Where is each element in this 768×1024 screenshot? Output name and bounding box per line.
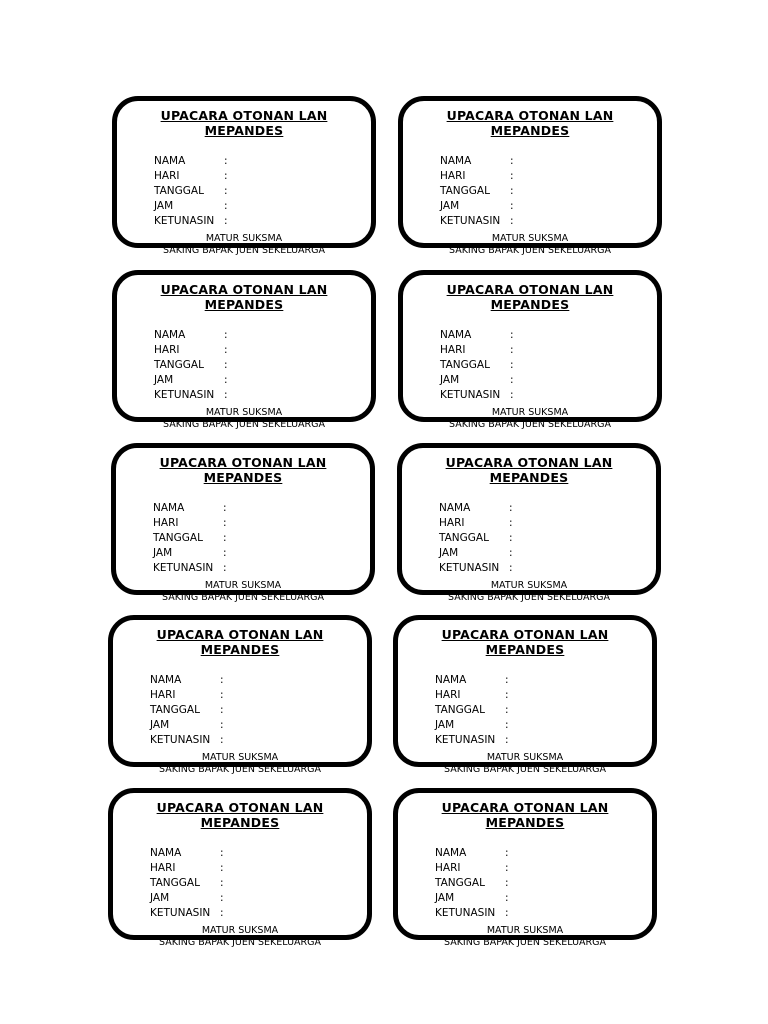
field-colon: : (220, 704, 224, 716)
field-row-tanggal (440, 358, 514, 373)
card-closing (117, 407, 371, 431)
field-row-jam (153, 546, 227, 561)
field-label: KETUNASIN (154, 389, 215, 401)
field-label: HARI (435, 689, 461, 701)
card-fields (153, 501, 227, 576)
card-title (113, 801, 367, 830)
card-title-line2: MEPANDES (490, 296, 570, 312)
field-label: NAMA (439, 502, 471, 514)
closing-line2: SAKING BAPAK JUEN SEKELUARGA (449, 419, 611, 430)
field-colon: : (223, 517, 227, 529)
closing-line2: SAKING BAPAK JUEN SEKELUARGA (163, 419, 325, 430)
field-label: NAMA (153, 502, 185, 514)
card-title-line1: UPACARA OTONAN LAN (441, 627, 609, 642)
closing-line1: MATUR SUKSMA (201, 925, 279, 936)
field-colon: : (510, 215, 514, 227)
field-colon: : (505, 734, 509, 746)
field-label: JAM (154, 200, 174, 212)
field-row-ketunasin (435, 733, 509, 748)
field-colon: : (220, 734, 224, 746)
field-colon: : (509, 562, 513, 574)
field-row-tanggal (153, 531, 227, 546)
field-colon: : (505, 892, 509, 904)
field-colon: : (510, 170, 514, 182)
field-label: HARI (154, 344, 180, 356)
field-row-jam (150, 891, 224, 906)
closing-line1: MATUR SUKSMA (201, 752, 279, 763)
card-title (398, 628, 652, 657)
field-colon: : (224, 200, 228, 212)
field-label: NAMA (154, 155, 186, 167)
field-row-hari (439, 516, 513, 531)
field-label: JAM (153, 547, 173, 559)
field-colon: : (223, 547, 227, 559)
field-row-nama (435, 846, 509, 861)
card-title-line2: MEPANDES (203, 469, 283, 485)
card-closing (403, 233, 657, 257)
field-colon: : (224, 389, 228, 401)
field-label: TANGGAL (440, 185, 490, 197)
field-row-nama (154, 328, 228, 343)
field-row-jam (435, 891, 509, 906)
field-row-nama (440, 328, 514, 343)
field-row-hari (435, 861, 509, 876)
field-label: KETUNASIN (435, 907, 496, 919)
field-label: KETUNASIN (150, 907, 211, 919)
field-colon: : (223, 502, 227, 514)
field-label: JAM (440, 200, 460, 212)
card-title-line1: UPACARA OTONAN LAN (160, 282, 328, 297)
card-title-line1: UPACARA OTONAN LAN (156, 627, 324, 642)
field-label: KETUNASIN (439, 562, 500, 574)
field-row-jam (154, 373, 228, 388)
field-colon: : (220, 862, 224, 874)
field-colon: : (505, 907, 509, 919)
card-title (398, 801, 652, 830)
invitation-card-4 (398, 270, 662, 430)
field-colon: : (510, 185, 514, 197)
card-closing (116, 580, 370, 604)
field-colon: : (220, 689, 224, 701)
field-row-jam (439, 546, 513, 561)
field-row-nama (154, 154, 228, 169)
field-row-nama (153, 501, 227, 516)
field-colon: : (505, 689, 509, 701)
field-colon: : (509, 532, 513, 544)
field-label: TANGGAL (153, 532, 203, 544)
card-title (402, 456, 656, 485)
closing-line1: MATUR SUKSMA (490, 580, 568, 591)
card-title (403, 109, 657, 138)
closing-line2: SAKING BAPAK JUEN SEKELUARGA (163, 245, 325, 256)
field-row-ketunasin (440, 388, 514, 403)
card-title-line1: UPACARA OTONAN LAN (156, 800, 324, 815)
field-row-ketunasin (154, 388, 228, 403)
invitation-card-5 (111, 443, 375, 603)
field-row-tanggal (439, 531, 513, 546)
invitation-card-6 (397, 443, 661, 603)
field-colon: : (224, 155, 228, 167)
field-colon: : (224, 329, 228, 341)
field-label: KETUNASIN (435, 734, 496, 746)
closing-line1: MATUR SUKSMA (491, 407, 569, 418)
field-row-jam (150, 718, 224, 733)
card-title-line1: UPACARA OTONAN LAN (159, 455, 327, 470)
field-colon: : (509, 547, 513, 559)
field-row-nama (439, 501, 513, 516)
field-row-ketunasin (435, 906, 509, 921)
field-label: NAMA (154, 329, 186, 341)
card-closing (117, 233, 371, 257)
field-colon: : (220, 892, 224, 904)
field-row-ketunasin (150, 906, 224, 921)
field-label: TANGGAL (435, 877, 485, 889)
invitation-card-8 (393, 615, 657, 775)
field-row-tanggal (435, 703, 509, 718)
field-colon: : (505, 862, 509, 874)
field-row-nama (435, 673, 509, 688)
field-colon: : (510, 374, 514, 386)
field-label: HARI (435, 862, 461, 874)
closing-line1: MATUR SUKSMA (205, 407, 283, 418)
field-label: TANGGAL (154, 185, 204, 197)
field-row-hari (150, 861, 224, 876)
card-fields (150, 846, 224, 921)
closing-line2: SAKING BAPAK JUEN SEKELUARGA (448, 592, 610, 603)
card-closing (402, 580, 656, 604)
field-colon: : (505, 877, 509, 889)
field-colon: : (220, 674, 224, 686)
card-title-line2: MEPANDES (490, 122, 570, 138)
field-label: TANGGAL (150, 704, 200, 716)
field-row-ketunasin (150, 733, 224, 748)
closing-line2: SAKING BAPAK JUEN SEKELUARGA (444, 937, 606, 948)
invitation-card-2 (398, 96, 662, 256)
field-colon: : (223, 562, 227, 574)
invitation-card-7 (108, 615, 372, 775)
card-closing (113, 925, 367, 949)
closing-line1: MATUR SUKSMA (204, 580, 282, 591)
field-row-tanggal (154, 184, 228, 199)
field-colon: : (505, 719, 509, 731)
closing-line2: SAKING BAPAK JUEN SEKELUARGA (449, 245, 611, 256)
closing-line1: MATUR SUKSMA (486, 925, 564, 936)
field-row-tanggal (150, 703, 224, 718)
field-row-tanggal (150, 876, 224, 891)
card-title-line2: MEPANDES (489, 469, 569, 485)
field-label: NAMA (440, 155, 472, 167)
card-fields (439, 501, 513, 576)
card-title-line1: UPACARA OTONAN LAN (445, 455, 613, 470)
field-row-hari (435, 688, 509, 703)
field-colon: : (510, 359, 514, 371)
field-label: JAM (435, 719, 455, 731)
field-label: TANGGAL (439, 532, 489, 544)
closing-line1: MATUR SUKSMA (205, 233, 283, 244)
card-title (117, 109, 371, 138)
card-title-line2: MEPANDES (204, 296, 284, 312)
field-row-nama (440, 154, 514, 169)
field-label: HARI (150, 689, 176, 701)
field-label: HARI (440, 170, 466, 182)
card-closing (398, 925, 652, 949)
closing-line1: MATUR SUKSMA (486, 752, 564, 763)
field-label: NAMA (440, 329, 472, 341)
field-label: NAMA (150, 674, 182, 686)
invitation-card-3 (112, 270, 376, 430)
field-row-hari (440, 343, 514, 358)
field-row-tanggal (435, 876, 509, 891)
field-colon: : (505, 674, 509, 686)
field-colon: : (509, 502, 513, 514)
field-colon: : (220, 877, 224, 889)
field-label: NAMA (435, 674, 467, 686)
field-colon: : (220, 847, 224, 859)
field-row-ketunasin (154, 214, 228, 229)
field-label: TANGGAL (154, 359, 204, 371)
field-label: HARI (154, 170, 180, 182)
invitation-card-9 (108, 788, 372, 948)
field-label: KETUNASIN (150, 734, 211, 746)
card-title-line2: MEPANDES (200, 641, 280, 657)
field-label: JAM (440, 374, 460, 386)
field-row-ketunasin (153, 561, 227, 576)
field-colon: : (510, 329, 514, 341)
field-row-tanggal (154, 358, 228, 373)
card-closing (113, 752, 367, 776)
field-label: JAM (439, 547, 459, 559)
card-title-line1: UPACARA OTONAN LAN (160, 108, 328, 123)
field-colon: : (220, 719, 224, 731)
field-colon: : (220, 907, 224, 919)
field-colon: : (224, 344, 228, 356)
field-colon: : (224, 359, 228, 371)
closing-line2: SAKING BAPAK JUEN SEKELUARGA (159, 764, 321, 775)
card-fields (150, 673, 224, 748)
field-row-ketunasin (440, 214, 514, 229)
field-colon: : (510, 200, 514, 212)
field-label: KETUNASIN (440, 389, 501, 401)
card-fields (440, 328, 514, 403)
field-colon: : (505, 847, 509, 859)
closing-line1: MATUR SUKSMA (491, 233, 569, 244)
card-fields (435, 846, 509, 921)
field-label: JAM (150, 719, 170, 731)
field-label: NAMA (435, 847, 467, 859)
closing-line2: SAKING BAPAK JUEN SEKELUARGA (159, 937, 321, 948)
card-fields (154, 154, 228, 229)
card-title (116, 456, 370, 485)
field-label: HARI (150, 862, 176, 874)
field-colon: : (224, 170, 228, 182)
closing-line2: SAKING BAPAK JUEN SEKELUARGA (162, 592, 324, 603)
field-row-nama (150, 846, 224, 861)
field-row-jam (440, 373, 514, 388)
card-fields (435, 673, 509, 748)
card-title (403, 283, 657, 312)
field-label: HARI (153, 517, 179, 529)
card-title-line1: UPACARA OTONAN LAN (446, 108, 614, 123)
field-label: KETUNASIN (154, 215, 215, 227)
field-colon: : (223, 532, 227, 544)
card-title-line1: UPACARA OTONAN LAN (446, 282, 614, 297)
card-title-line2: MEPANDES (485, 814, 565, 830)
field-label: KETUNASIN (440, 215, 501, 227)
card-title-line2: MEPANDES (485, 641, 565, 657)
field-row-tanggal (440, 184, 514, 199)
field-colon: : (510, 155, 514, 167)
field-label: KETUNASIN (153, 562, 214, 574)
card-title-line1: UPACARA OTONAN LAN (441, 800, 609, 815)
field-row-hari (154, 169, 228, 184)
field-label: HARI (439, 517, 465, 529)
field-row-hari (153, 516, 227, 531)
field-label: HARI (440, 344, 466, 356)
card-closing (398, 752, 652, 776)
field-colon: : (510, 389, 514, 401)
field-row-hari (150, 688, 224, 703)
card-fields (154, 328, 228, 403)
card-title (113, 628, 367, 657)
field-row-nama (150, 673, 224, 688)
field-colon: : (510, 344, 514, 356)
field-row-jam (440, 199, 514, 214)
field-label: JAM (154, 374, 174, 386)
field-row-jam (435, 718, 509, 733)
field-colon: : (509, 517, 513, 529)
card-closing (403, 407, 657, 431)
invitation-card-10 (393, 788, 657, 948)
field-row-ketunasin (439, 561, 513, 576)
closing-line2: SAKING BAPAK JUEN SEKELUARGA (444, 764, 606, 775)
field-label: TANGGAL (150, 877, 200, 889)
field-label: JAM (150, 892, 170, 904)
field-label: NAMA (150, 847, 182, 859)
card-title (117, 283, 371, 312)
field-colon: : (505, 704, 509, 716)
field-colon: : (224, 185, 228, 197)
field-colon: : (224, 374, 228, 386)
field-colon: : (224, 215, 228, 227)
field-row-hari (440, 169, 514, 184)
card-title-line2: MEPANDES (200, 814, 280, 830)
field-row-jam (154, 199, 228, 214)
field-label: JAM (435, 892, 455, 904)
field-label: TANGGAL (440, 359, 490, 371)
card-fields (440, 154, 514, 229)
invitation-card-1 (112, 96, 376, 256)
field-row-hari (154, 343, 228, 358)
card-title-line2: MEPANDES (204, 122, 284, 138)
field-label: TANGGAL (435, 704, 485, 716)
